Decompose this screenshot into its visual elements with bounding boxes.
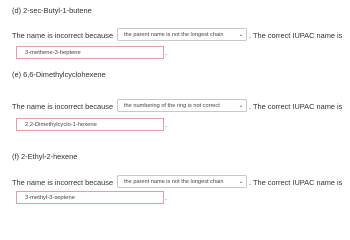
answer-field[interactable] — [16, 46, 164, 59]
chevron-down-icon: ⌄ — [238, 179, 244, 185]
answer-field[interactable] — [16, 118, 164, 131]
reason-selected: the parent name is not the longest chain — [124, 178, 224, 185]
question-prompt: The name is incorrect because — [12, 178, 114, 187]
question-heading: (d) 2-sec-Butyl-1-butene — [12, 6, 92, 15]
reason-dropdown[interactable] — [117, 99, 247, 112]
answer-value: 2,2-Dimethylcyclo-1-hexene — [25, 121, 97, 128]
chevron-down-icon: ⌄ — [238, 32, 244, 38]
reason-dropdown[interactable] — [117, 28, 247, 41]
answer-period: . — [165, 50, 167, 57]
answer-field[interactable] — [16, 191, 164, 204]
question-heading: (e) 6,6-Dimethylcyclohexene — [12, 70, 106, 79]
question-heading: (f) 2-Ethyl-2-hexene — [12, 152, 78, 161]
chevron-down-icon: ⌄ — [238, 103, 244, 109]
correct-name-label: . The correct IUPAC name is — [249, 178, 343, 187]
question-prompt: The name is incorrect because — [12, 102, 114, 111]
answer-period: . — [165, 122, 167, 129]
reason-dropdown[interactable] — [117, 175, 247, 188]
reason-selected: the numbering of the ring is not correct — [124, 102, 220, 109]
correct-name-label: . The correct IUPAC name is — [249, 31, 343, 40]
correct-name-label: . The correct IUPAC name is — [249, 102, 343, 111]
question-prompt: The name is incorrect because — [12, 31, 114, 40]
reason-selected: the parent name is not the longest chain — [124, 31, 224, 38]
answer-value: 3-methyl-3-septene — [25, 194, 75, 201]
answer-period: . — [165, 195, 167, 202]
answer-value: 3-methene-3-heptene — [25, 49, 81, 56]
